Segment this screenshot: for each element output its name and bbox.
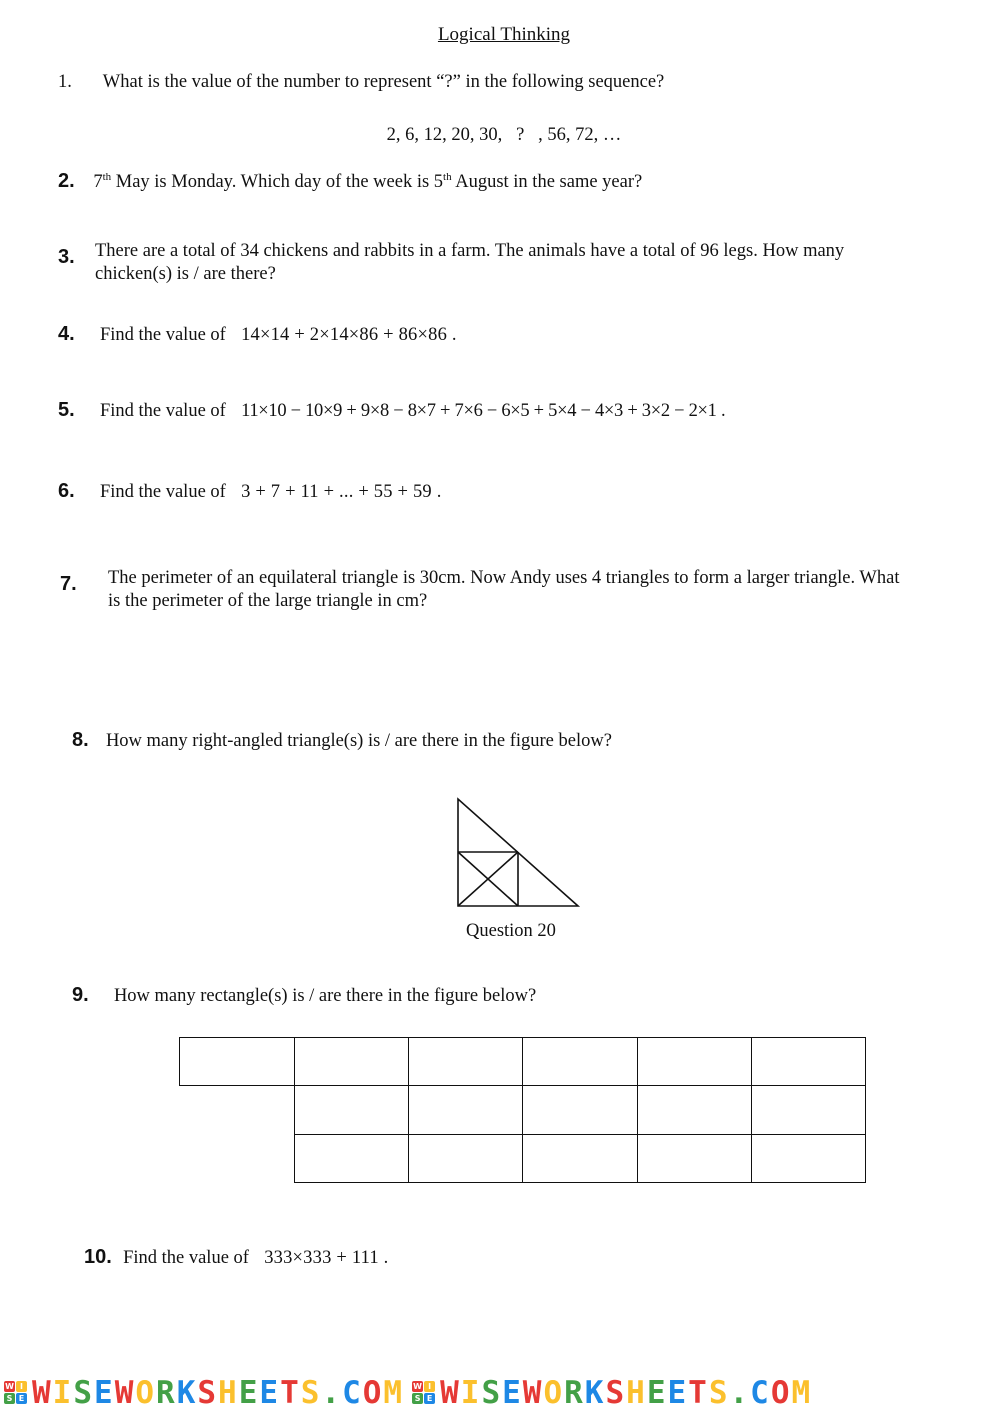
brand-letter: T [688, 1374, 709, 1411]
question-text-part: 7 [93, 172, 103, 192]
question-1 [58, 71, 664, 94]
math-expression: 14×14 + 2×14×86 + 86×86 . [241, 325, 457, 345]
brand-letter: I [460, 1374, 482, 1411]
brand-letter: E [259, 1374, 281, 1411]
math-expression: 333×333 + 111 . [264, 1248, 389, 1268]
page-title: Logical Thinking [437, 24, 571, 45]
footer-watermark [0, 1374, 1000, 1411]
wise-logo [412, 1381, 435, 1404]
figure-caption: Question 20 [466, 921, 556, 941]
question-9 [72, 984, 536, 1008]
brand-letter: T [280, 1374, 301, 1411]
grid-cell [408, 1085, 523, 1135]
grid-cell [408, 1037, 523, 1086]
brand-text [440, 1376, 812, 1410]
logo-letter: E [424, 1393, 435, 1404]
question-number: 3. [58, 246, 75, 268]
ordinal-suffix: th [443, 170, 452, 183]
question-text-line: is the perimeter of the large triangle in cm? [108, 591, 428, 611]
question-number: 9. [72, 984, 89, 1006]
question-text: Find the value of [99, 401, 226, 421]
brand-letter: E [94, 1374, 115, 1411]
brand-letter: S [197, 1374, 219, 1411]
brand-text [32, 1376, 404, 1410]
grid-cell [751, 1037, 866, 1086]
question-number: 4. [58, 323, 75, 345]
question-text-line: chicken(s) is / are there? [95, 264, 276, 284]
grid-cell [179, 1037, 295, 1086]
grid-cell [637, 1134, 752, 1183]
brand-letter: E [238, 1374, 260, 1411]
grid-cell [522, 1037, 638, 1086]
brand-letter: W [114, 1374, 136, 1411]
question-text: What is the value of the number to represent “?” in the following sequence? [102, 72, 665, 92]
question-text-line: The perimeter of an equilateral triangle is 30cm. Now Andy uses 4 triangles to form a larger triangle. What [108, 568, 900, 588]
brand-letter: E [502, 1374, 523, 1411]
grid-cell [637, 1085, 752, 1135]
brand-letter: S [73, 1374, 95, 1411]
math-expression: 3 + 7 + 11 + ... + 55 + 59 . [241, 482, 442, 502]
brand-letter: O [543, 1374, 565, 1411]
brand-letter: R [564, 1374, 585, 1411]
question-number: 6. [58, 480, 75, 502]
brand-letter: W [440, 1374, 461, 1411]
logo-letter: E [16, 1393, 27, 1404]
ordinal-suffix: th [102, 170, 112, 183]
logo-letter: S [412, 1393, 423, 1404]
question-text: Find the value of [99, 325, 226, 345]
grid-cell [751, 1134, 866, 1183]
question-8 [72, 729, 612, 753]
number-sequence: 2, 6, 12, 20, 30, ? , 56, 72, … [386, 125, 622, 145]
question-text: How many rectangle(s) is / are there in the figure below? [113, 986, 537, 1006]
question-number: 2. [58, 170, 75, 192]
brand-letter: H [218, 1374, 239, 1411]
question-text: Find the value of [99, 482, 226, 502]
brand-letter: W [522, 1374, 544, 1411]
brand-letter: H [626, 1374, 647, 1411]
grid-cell [522, 1085, 638, 1135]
question-text-part: May is Monday. Which day of the week is 5 [111, 172, 444, 192]
grid-cell [294, 1134, 409, 1183]
grid-cell [522, 1134, 638, 1183]
triangle-figure [450, 793, 590, 913]
question-2 [58, 170, 642, 194]
brand-letter: S [481, 1374, 503, 1411]
logo-letter: W [5, 1382, 14, 1391]
math-expression: 11×10 − 10×9 + 9×8 − 8×7 + 7×6 − 6×5 + 5×4 − 4×3 + 3×2 − 2×1 . [241, 401, 726, 421]
brand-letter: O [135, 1374, 157, 1411]
logo-letter: S [4, 1393, 15, 1404]
question-text: How many right-angled triangle(s) is / are there in the figure below? [105, 731, 612, 751]
logo-letter: W [413, 1382, 422, 1391]
grid-cell [408, 1134, 523, 1183]
brand-letter: O [770, 1374, 792, 1411]
logo-letter: I [424, 1381, 435, 1392]
brand-letter: S [300, 1374, 322, 1411]
brand-letter: M [791, 1374, 813, 1411]
question-4 [58, 323, 457, 347]
watermark-block [4, 1376, 404, 1410]
question-text: Find the value of [123, 1248, 249, 1268]
brand-letter: S [708, 1374, 730, 1411]
brand-letter: S [605, 1374, 627, 1411]
question-number: 5. [58, 399, 75, 421]
question-6 [58, 480, 442, 504]
question-number: 8. [72, 729, 89, 751]
logo-letter: I [16, 1381, 27, 1392]
brand-letter: O [362, 1374, 384, 1411]
question-text-line: There are a total of 34 chickens and rabbits in a farm. The animals have a total of 96 legs. How many [95, 241, 845, 261]
question-5 [58, 399, 725, 423]
wise-logo [4, 1381, 27, 1404]
brand-letter: R [156, 1374, 177, 1411]
brand-letter: . [321, 1374, 343, 1411]
watermark-block [412, 1376, 812, 1410]
brand-letter: E [667, 1374, 689, 1411]
brand-letter: K [176, 1374, 198, 1411]
question-number: 1. [58, 72, 72, 92]
brand-letter: K [584, 1374, 606, 1411]
brand-letter: C [750, 1374, 771, 1411]
question-text-part: August in the same year? [451, 172, 643, 192]
grid-cell [294, 1037, 409, 1086]
grid-cell [751, 1085, 866, 1135]
grid-cell [294, 1085, 409, 1135]
question-10 [84, 1246, 388, 1270]
question-number: 7. [60, 573, 77, 595]
brand-letter: W [32, 1374, 53, 1411]
brand-letter: E [646, 1374, 668, 1411]
grid-cell [637, 1037, 752, 1086]
brand-letter: . [729, 1374, 751, 1411]
brand-letter: M [383, 1374, 405, 1411]
brand-letter: C [342, 1374, 363, 1411]
brand-letter: I [52, 1374, 74, 1411]
question-number: 10. [84, 1246, 112, 1268]
